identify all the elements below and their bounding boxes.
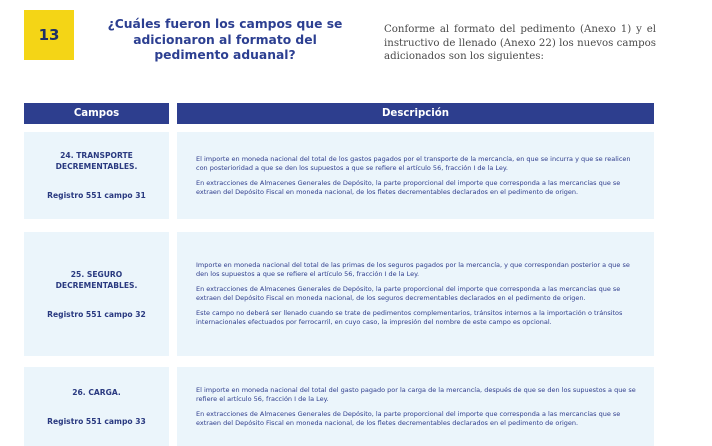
campo-name-line2: DECREMENTABLES. xyxy=(55,162,138,171)
table-row-campo xyxy=(24,232,169,356)
descripcion-paragraph: Este campo no deberá ser llenado cuando se trate de pedimentos complementarios, tránsitos internos a la importación o tránsitos internacionales efectuados por ferrocarril, en cuyo caso, la impresión del nombre de este campo es opcional. xyxy=(196,309,623,326)
column-header-descripcion: Descripción xyxy=(177,103,654,124)
campo-name-line1: 24. TRANSPORTE xyxy=(60,151,133,160)
descripcion-paragraph: Importe en moneda nacional del total de las primas de los seguros pagados por la mercancía, y que correspondan posterior a que se den los supuestos a que se refiere el artículo 56, fracción I de la Ley. xyxy=(196,261,630,278)
campo-name-line2: DECREMENTABLES. xyxy=(55,280,138,290)
column-header-campos: Campos xyxy=(24,103,169,124)
campo-registro: Registro 551 campo 32 xyxy=(47,309,146,319)
question-title: ¿Cuáles fueron los campos que se adicionaron al formato del pedimento aduanal? xyxy=(107,17,343,62)
table-row-descripcion xyxy=(177,232,654,356)
campo-name-line1: 25. SEGURO xyxy=(70,269,123,279)
descripcion-paragraph: El importe en moneda nacional del total de los gastos pagados por el transporte de la mercancía, en que se incurra y que se realicen con posterioridad a que se den los supuestos a que se refiere el artículo 56, fracción I de la Ley. xyxy=(196,154,631,172)
table-row-descripcion xyxy=(177,367,654,446)
descripcion-paragraph: En extracciones de Almacenes Generales de Depósito, la parte proporcional del importe que corresponda a las mercancías que se extraen del Depósito Fiscal en moneda nacional, de los fletes decrementables declarados en el pedimento de origen. xyxy=(196,409,621,427)
descripcion-paragraph: En extracciones de Almacenes Generales de Depósito, la parte proporcional del importe que corresponda a las mercancías que se extraen del Depósito Fiscal en moneda nacional, de los seguros decrementables declarados en el pedimento de origen. xyxy=(196,285,621,302)
campo-registro: Registro 551 campo 33 xyxy=(47,416,146,426)
question-number-badge: 13 xyxy=(24,10,74,60)
table-row-campo xyxy=(24,367,169,446)
descripcion-paragraph: En extracciones de Almacenes Generales de Depósito, la parte proporcional del importe que corresponda a las mercancías que se extraen del Depósito Fiscal en moneda nacional, de los fletes decrementables declarados en el pedimento de origen. xyxy=(196,178,621,196)
campo-registro: Registro 551 campo 31 xyxy=(47,191,146,200)
table-row-descripcion xyxy=(177,132,654,219)
campo-name-line1: 26. CARGA. xyxy=(72,387,121,397)
table-row-campo xyxy=(24,132,169,219)
descripcion-paragraph: El importe en moneda nacional del total del gasto pagado por la carga de la mercancía, después de que se den los supuestos a que se refiere el artículo 56, fracción I de la Ley. xyxy=(196,385,636,403)
intro-paragraph: Conforme al formato del pedimento (Anexo 1) y el instructivo de llenado (Anexo 22) los nuevos campos adicionados son los siguientes: xyxy=(384,24,656,62)
